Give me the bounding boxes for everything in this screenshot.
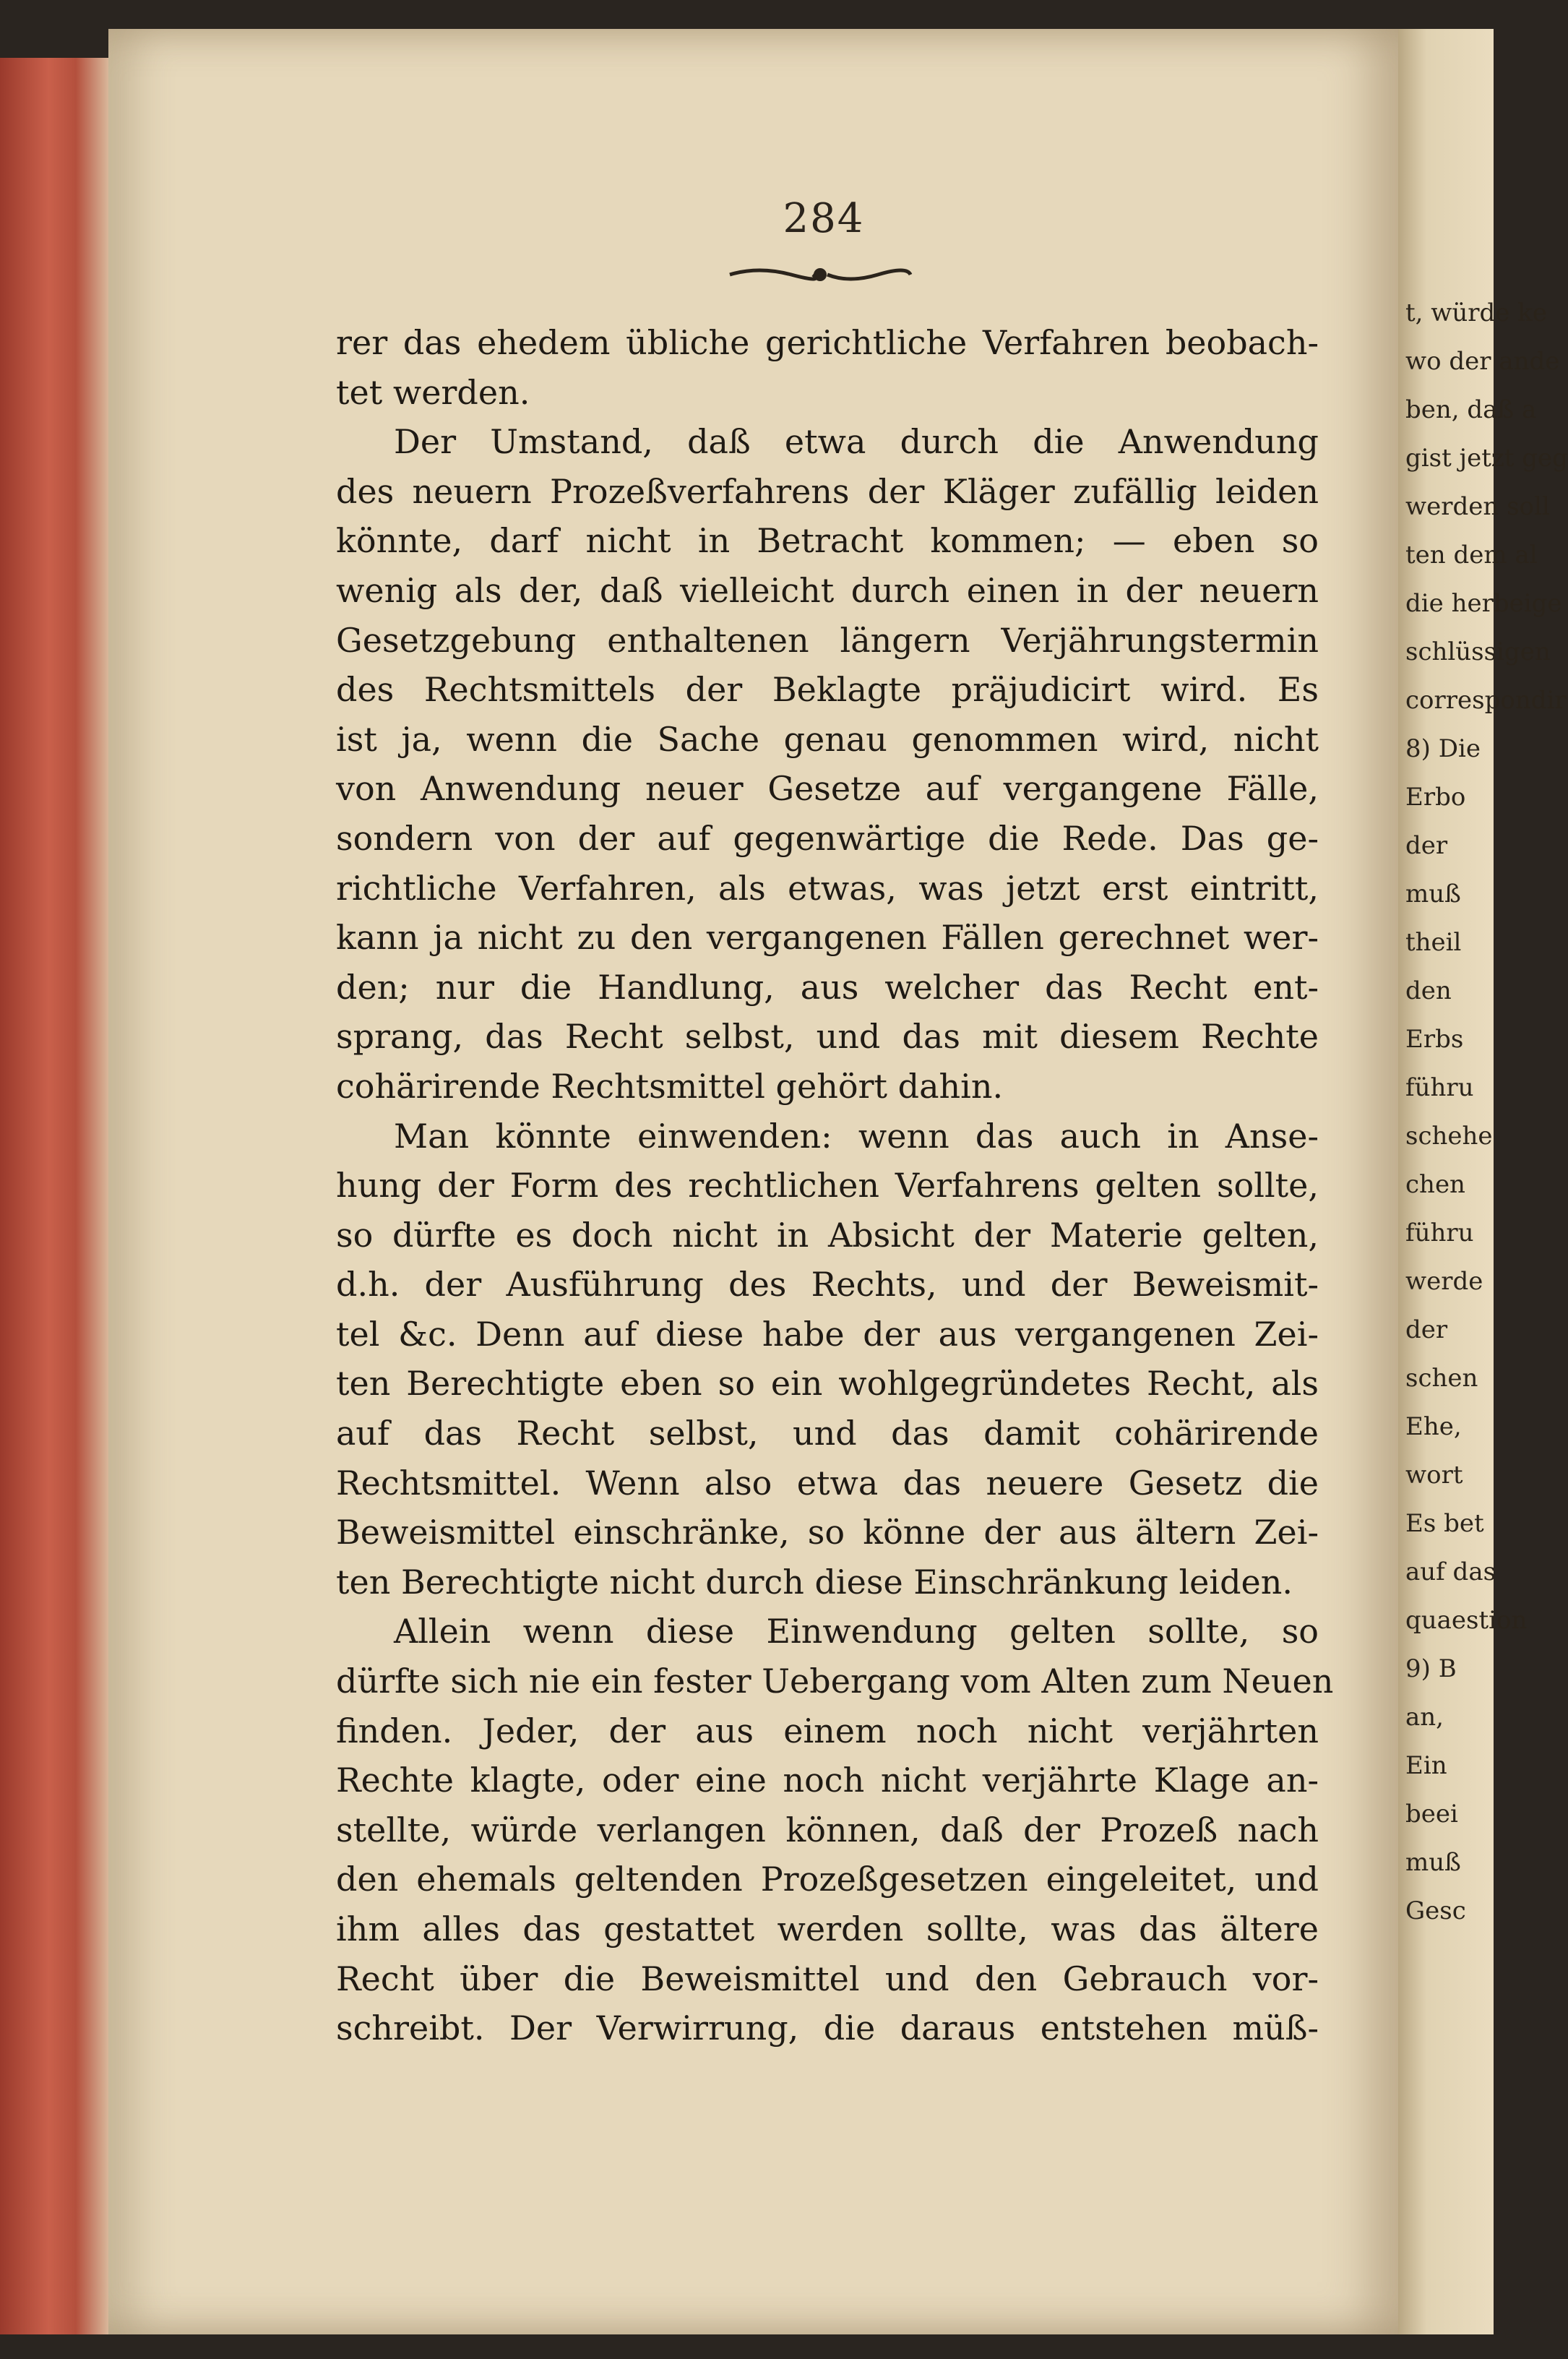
next-page-line: führu [1405, 1073, 1474, 1102]
next-page-line: werde [1405, 1267, 1483, 1296]
text-line: Rechtsmittel. Wenn also etwa das neuere Gesetz die [336, 1463, 1319, 1503]
text-line: rer das ehedem übliche gerichtliche Verfahren beobach- [336, 323, 1319, 362]
text-line: könnte, darf nicht in Betracht kommen; — eben so [336, 521, 1319, 561]
next-page-line: auf das [1405, 1557, 1496, 1586]
text-line: Der Umstand, daß etwa durch die Anwendung [394, 422, 1319, 462]
next-page-line: die herbeige [1405, 589, 1562, 618]
text-line: Beweismittel einschränke, so könne der aus ältern Zei- [336, 1513, 1319, 1552]
next-page-line: Erbs [1405, 1025, 1464, 1054]
page-number: 284 [783, 195, 865, 242]
next-page-line: schehe [1405, 1122, 1493, 1151]
text-line: kann ja nicht zu den vergangenen Fällen gerechnet wer- [336, 918, 1319, 958]
text-line: Rechte klagte, oder eine noch nicht verjährte Klage an- [336, 1761, 1319, 1800]
text-line: stellte, würde verlangen können, daß der Prozeß nach [336, 1810, 1319, 1849]
next-page-line: schen [1405, 1364, 1478, 1393]
next-page-line: Ehe, [1405, 1412, 1462, 1441]
next-page-line: ben, daß a [1405, 395, 1537, 424]
text-line: ihm alles das gestattet werden sollte, was das ältere [336, 1909, 1319, 1948]
next-page-line: 9) B [1405, 1654, 1457, 1683]
next-page-line: Ein [1405, 1751, 1447, 1780]
text-line: ten Berechtigte nicht durch diese Einschränkung leiden. [336, 1562, 1293, 1602]
text-line: den; nur die Handlung, aus welcher das Recht ent- [336, 967, 1319, 1007]
next-page-line: der [1405, 831, 1448, 860]
next-page-line: chen [1405, 1170, 1465, 1199]
ornament-divider [723, 260, 918, 289]
next-page-line: schlüssigen [1405, 637, 1551, 666]
text-line: schreibt. Der Verwirrung, die daraus entstehen müß- [336, 2008, 1319, 2048]
next-page-line: beei [1405, 1800, 1458, 1829]
next-page-line: t, würde ke [1405, 298, 1547, 327]
next-page-line: 8) Die [1405, 734, 1481, 763]
text-line: cohärirende Rechtsmittel gehört dahin. [336, 1066, 1004, 1106]
text-line: dürfte sich nie ein fester Uebergang vom Alten zum Neuen [336, 1662, 1334, 1701]
next-page-line: wort [1405, 1461, 1463, 1490]
text-line: sprang, das Recht selbst, und das mit diesem Rechte [336, 1017, 1319, 1057]
text-line: richtliche Verfahren, als etwas, was jetzt erst eintritt, [336, 868, 1319, 908]
next-page-line: führu [1405, 1219, 1474, 1247]
next-page-line: den [1405, 976, 1452, 1005]
next-page-line: Es bet [1405, 1509, 1484, 1538]
next-page-line: Erbo [1405, 783, 1466, 812]
text-line: wenig als der, daß vielleicht durch einen in der neuern [336, 570, 1319, 610]
text-line: von Anwendung neuer Gesetze auf vergangene Fälle, [336, 769, 1319, 809]
text-line: ten Berechtigte eben so ein wohlgegründetes Recht, als [336, 1364, 1319, 1404]
next-page-line: der [1405, 1315, 1448, 1344]
next-page-line: muß [1405, 1848, 1461, 1877]
text-line: Recht über die Beweismittel und den Gebrauch vor- [336, 1959, 1319, 1998]
next-page-line: ten dem al [1405, 541, 1538, 570]
next-page-line: wo der ande [1405, 347, 1560, 376]
text-line: d.h. der Ausführung des Rechts, und der Beweismit- [336, 1265, 1319, 1305]
text-line: ist ja, wenn die Sache genau genommen wird, nicht [336, 719, 1319, 759]
text-line: finden. Jeder, der aus einem noch nicht verjährten [336, 1711, 1319, 1750]
next-page-fragments [1405, 289, 1568, 1935]
next-page-line: correspondir [1405, 686, 1567, 715]
text-line: tel &c. Denn auf diese habe der aus vergangenen Zei- [336, 1314, 1319, 1354]
text-line: den ehemals geltenden Prozeßgesetzen eingeleitet, und [336, 1860, 1319, 1899]
text-line: so dürfte es doch nicht in Absicht der Materie gelten, [336, 1215, 1319, 1255]
text-line: des neuern Prozeßverfahrens der Kläger zufällig leiden [336, 471, 1319, 511]
text-line: sondern von der auf gegenwärtige die Rede. Das ge- [336, 818, 1319, 858]
next-page-line: quaestion [1405, 1606, 1528, 1635]
text-line: hung der Form des rechtlichen Verfahrens gelten sollte, [336, 1166, 1319, 1206]
text-line: Gesetzgebung enthaltenen längern Verjährungstermin [336, 620, 1319, 660]
text-line: Allein wenn diese Einwendung gelten sollte, so [394, 1612, 1319, 1651]
body-text [336, 318, 1334, 2053]
next-page-line: werden soll [1405, 492, 1550, 521]
next-page-line: an, [1405, 1703, 1444, 1732]
text-line: tet werden. [336, 372, 530, 412]
next-page-line: muß [1405, 880, 1461, 908]
next-page-line: gist jetzt geg [1405, 444, 1568, 473]
text-line: Man könnte einwenden: wenn das auch in Anse- [394, 1116, 1319, 1156]
next-page-line: theil [1405, 928, 1462, 957]
book-edge [0, 58, 108, 2334]
text-line: auf das Recht selbst, und das damit cohärirende [336, 1414, 1319, 1453]
text-line: des Rechtsmittels der Beklagte präjudicirt wird. Es [336, 670, 1319, 710]
next-page-line: Gesc [1405, 1896, 1466, 1925]
